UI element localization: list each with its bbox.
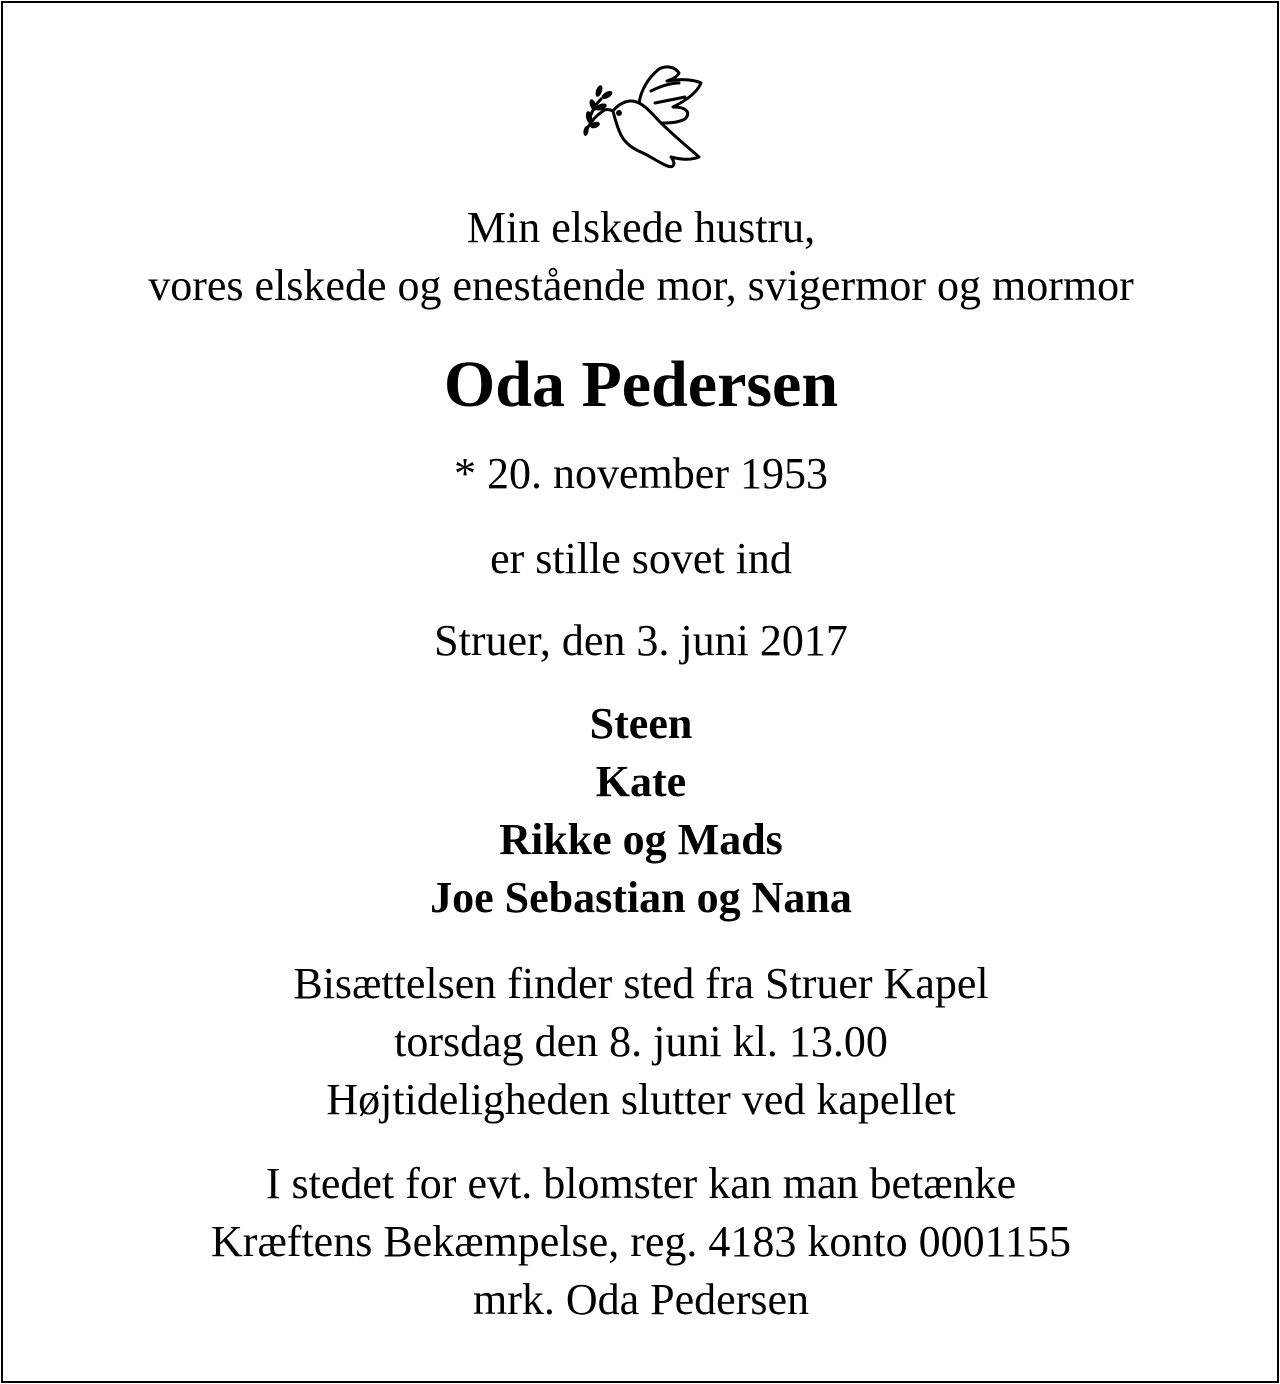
funeral-line-3: Højtideligheden slutter ved kapellet bbox=[326, 1075, 956, 1124]
passed-text: er stille sovet ind bbox=[490, 534, 792, 583]
family-member: Rikke og Mads bbox=[499, 815, 783, 864]
dove-icon bbox=[581, 61, 707, 171]
donation-line-3: mrk. Oda Pedersen bbox=[472, 1275, 809, 1324]
birth-date: * 20. november 1953 bbox=[454, 449, 828, 498]
family-member: Joe Sebastian og Nana bbox=[430, 873, 852, 922]
funeral-line-2: torsdag den 8. juni kl. 13.00 bbox=[394, 1017, 888, 1066]
funeral-line-1: Bisættelsen finder sted fra Struer Kapel bbox=[293, 959, 989, 1008]
intro-line-1: Min elskede hustru, bbox=[466, 203, 816, 252]
donation-line-1: I stedet for evt. blomster kan man betænke bbox=[265, 1159, 1017, 1208]
obituary-notice bbox=[1, 1, 1279, 1383]
intro-line-2: vores elskede og enestående mor, svigermor og mormor bbox=[148, 261, 1134, 310]
place-and-date: Struer, den 3. juni 2017 bbox=[434, 616, 848, 665]
donation-line-2: Kræftens Bekæmpelse, reg. 4183 konto 0001155 bbox=[211, 1217, 1071, 1266]
family-member: Steen bbox=[589, 699, 693, 748]
deceased-name: Oda Pedersen bbox=[443, 348, 839, 421]
family-member: Kate bbox=[595, 757, 687, 806]
